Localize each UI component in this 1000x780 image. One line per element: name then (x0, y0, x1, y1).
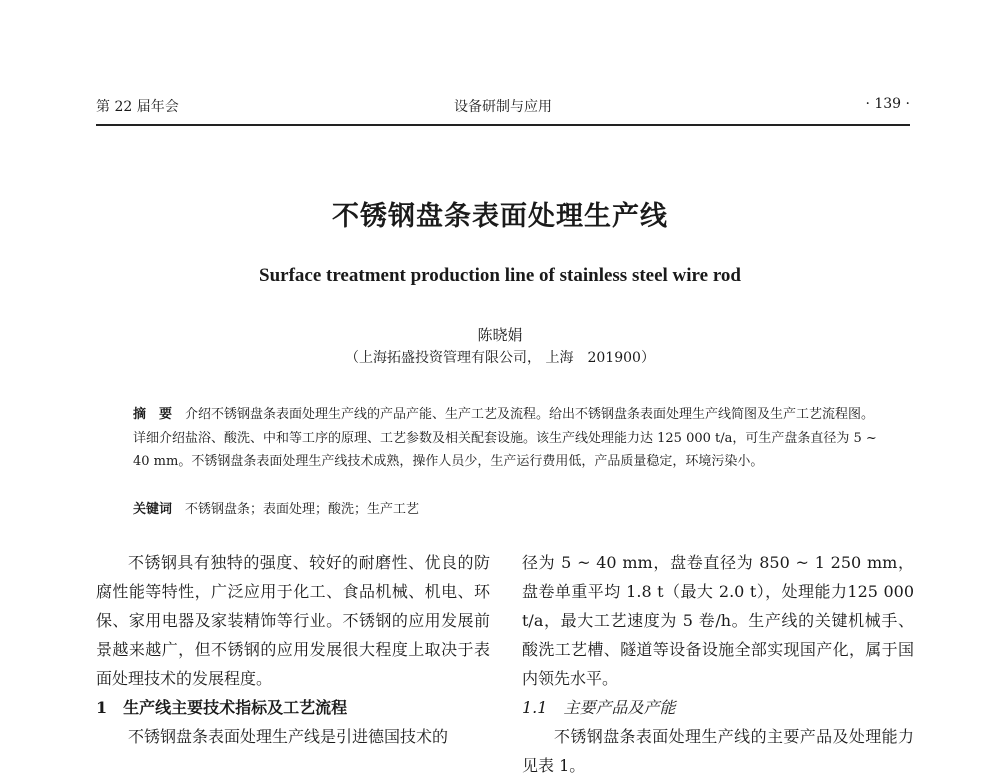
paper-title: 不锈钢盘条表面处理生产线 (332, 201, 668, 232)
header-rule (96, 124, 910, 126)
intro-paragraph: 不锈钢具有独特的强度、较好的耐磨性、优良的防腐性能等特性，广泛应用于化工、食品机械、机电、环保、家用电器及家装精饰等行业。不锈钢的应用发展前景越来越广，但不锈钢的应用发展很大程度上取决于表面处理技术的发展程度。 (96, 553, 490, 688)
keywords (133, 498, 878, 522)
affiliation: （上海拓盛投资管理有限公司， 上海 201900） (345, 350, 655, 366)
spec-paragraph: 径为 5 ~ 40 mm，盘卷直径为 850 ~ 1 250 mm，盘卷单重平均 1.8 t（最大 2.0 t），处理能力125 000 t/a，最大工艺速度为 5 卷/h。生产线的关键机械手、酸洗工艺槽、隧道等设备设施全部实现国产化，属于国内领先水平。 (522, 553, 914, 688)
abstract (133, 403, 878, 474)
section-1-paragraph: 不锈钢盘条表面处理生产线是引进德国技术的 (128, 727, 449, 746)
body-column-right (522, 548, 914, 780)
keywords-label: 关键词 (133, 502, 173, 517)
author: 陈晓娟 (477, 326, 523, 344)
subsection-paragraph: 不锈钢盘条表面处理生产线的主要产品及处理能力见表 1。 (522, 727, 914, 775)
paper-title-english: Surface treatment production line of stainless steel wire rod (259, 265, 741, 286)
running-header (96, 92, 910, 118)
section-label: 设备研制与应用 (454, 99, 552, 115)
subsection-heading-1-1: 1.1 主要产品及产能 (522, 698, 676, 717)
abstract-text: 介绍不锈钢盘条表面处理生产线的产品产能、生产工艺及流程。给出不锈钢盘条表面处理生产线简图及生产工艺流程图。详细介绍盐浴、酸洗、中和等工序的原理、工艺参数及相关配套设施。该生产线处理能力达 125 000 t/a，可生产盘条直径为 5 ~ 40 mm。不锈钢盘条表面处理生产线技术成熟，操作人员少，生产运行费用低，产品质量稳定，环境污染小。 (133, 407, 877, 469)
section-heading-1: 1 生产线主要技术指标及工艺流程 (96, 698, 348, 717)
abstract-label: 摘 要 (133, 407, 173, 422)
keywords-text: 不锈钢盘条；表面处理；酸洗；生产工艺 (185, 502, 420, 517)
body-column-left (96, 548, 490, 751)
page-number: · 139 · (865, 96, 910, 112)
conference-label: 第 22 届年会 (96, 99, 179, 115)
